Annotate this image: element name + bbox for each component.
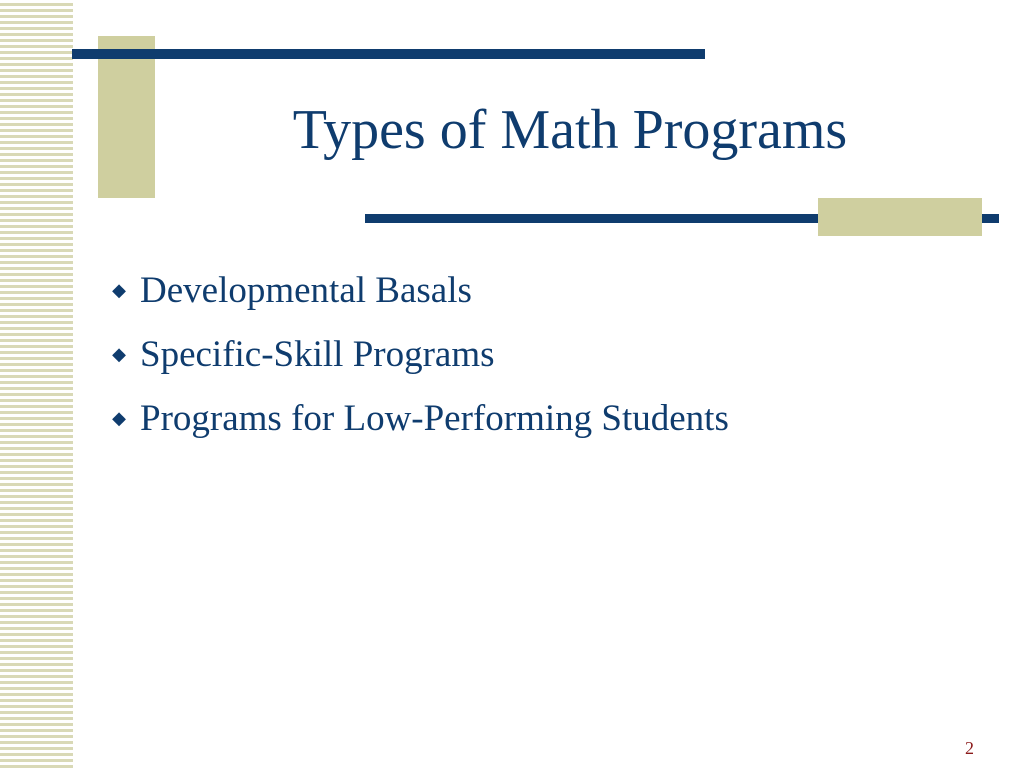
decorative-navy-bar-top: [72, 49, 705, 59]
diamond-icon: ◆: [112, 343, 126, 364]
slide-title: Types of Math Programs: [292, 99, 848, 161]
bullet-text: Specific-Skill Programs: [140, 333, 495, 375]
bullet-item: [100, 322, 729, 386]
bullet-text: Programs for Low-Performing Students: [140, 397, 729, 439]
slide-number: 2: [965, 738, 974, 758]
diamond-icon: ◆: [112, 279, 126, 300]
decorative-tan-block-left: [98, 36, 155, 198]
decorative-tan-block-right: [818, 198, 982, 236]
bullet-item: [100, 386, 729, 450]
bullet-list: [100, 258, 729, 450]
bullet-text: Developmental Basals: [140, 269, 472, 311]
bullet-item: [100, 258, 729, 322]
diamond-icon: ◆: [112, 407, 126, 428]
decorative-side-stripes: [0, 0, 73, 768]
